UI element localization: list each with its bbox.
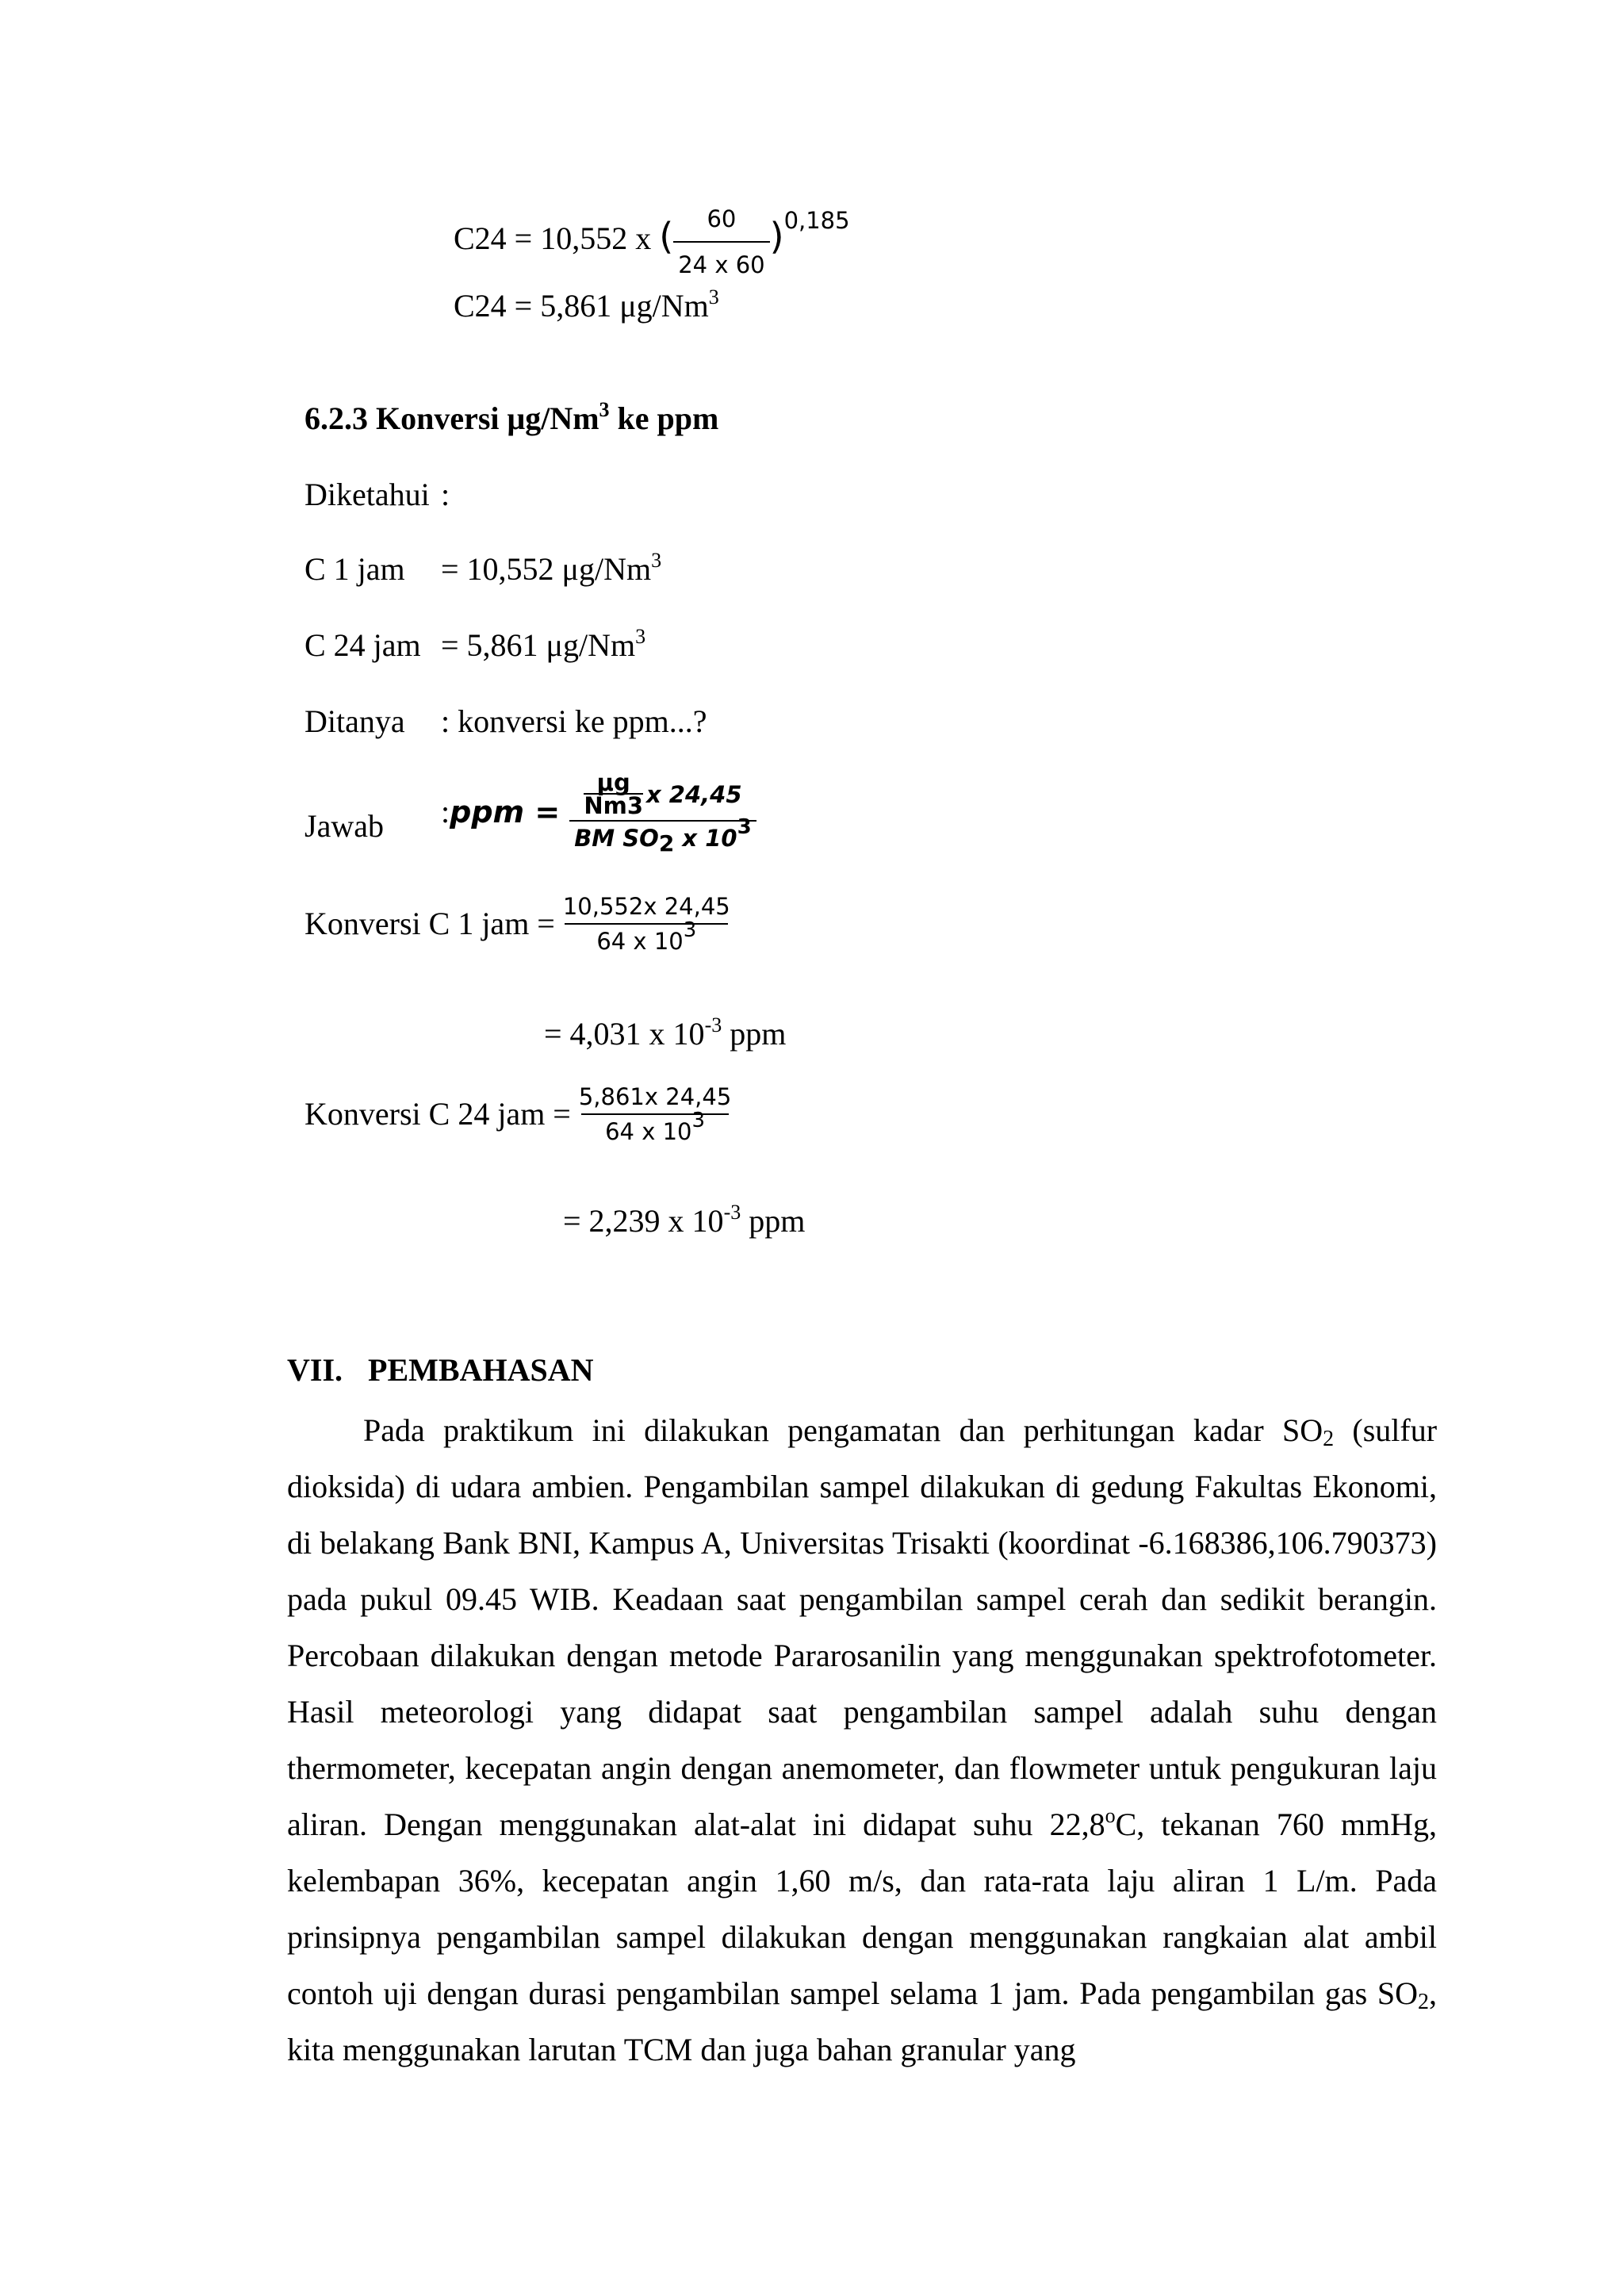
answer-lhs: ppm = [450, 795, 561, 829]
given-row-c24-sup: 3 [635, 625, 646, 648]
section-623-title-sup: 3 [599, 398, 610, 421]
conversion-c24-label: Konversi C 24 jam = [304, 1096, 571, 1132]
c24-formula [454, 200, 850, 284]
given-row-c1-sup: 3 [651, 549, 662, 572]
c24-result-text: C24 = 5,861 μg/Nm [454, 288, 709, 324]
answer-formula [441, 769, 756, 856]
discussion-part-1: Pada praktikum ini dilakukan pengamatan dan perhitungan kadar SO [363, 1412, 1323, 1448]
conversion-c1-denominator [565, 918, 728, 955]
close-paren: ) [769, 215, 784, 259]
c24-formula-lhs: C24 = 10,552 x [454, 220, 652, 257]
discussion-sub-1: 2 [1323, 1427, 1335, 1451]
asked-label: Ditanya [304, 703, 405, 739]
given-colon: : [441, 477, 450, 512]
answer-denominator [569, 815, 756, 856]
given-row-c24-value [441, 626, 645, 665]
section-623-title-text: 6.2.3 Konversi μg/Nm [304, 400, 599, 436]
conversion-c24-result-unit: ppm [741, 1203, 806, 1239]
asked-value: : konversi ke ppm...? [441, 703, 707, 739]
conversion-c1-fraction [558, 893, 735, 955]
answer-inner-bottom: Nm3 [584, 792, 643, 819]
answer-den-sup: 3 [737, 815, 752, 839]
conversion-c1-den-main: 64 x 10 [596, 928, 684, 955]
section-623-title [304, 400, 718, 438]
given-label: Diketahui [304, 477, 430, 512]
given-row-c1-value [441, 550, 661, 588]
conversion-c24-result-text: = 2,239 x 10 [563, 1203, 724, 1239]
discussion-part-3: C, tekanan 760 mmHg, kelembapan 36%, kecepatan angin 1,60 m/s, dan rata-rata laju aliran 1 L/m. Pada prinsipnya pengambilan sampel dilakukan dengan menggunakan rangkaian alat ambil contoh uji dengan durasi pengambilan sampel selama 1 jam. Pada pengambilan gas SO [287, 1806, 1437, 2011]
c24-fraction [673, 200, 769, 284]
answer-prefix: : [441, 794, 450, 829]
conversion-c1-numerator: 10,552x 24,45 [562, 893, 730, 920]
given-row-c24-label: C 24 jam [304, 627, 421, 663]
answer-fraction [569, 769, 756, 856]
section-vii-heading [287, 1351, 593, 1389]
conversion-c24-result-sup: -3 [723, 1201, 741, 1224]
section-vii-number: VII. [287, 1352, 343, 1388]
answer-inner-top: μg [596, 769, 630, 796]
conversion-c24-numerator: 5,861x 24,45 [578, 1083, 732, 1110]
answer-label: Jawab [304, 808, 384, 844]
c24-result [454, 287, 719, 325]
section-623-title-tail: ke ppm [609, 400, 719, 436]
c24-denominator: 24 x 60 [673, 241, 769, 284]
conversion-c1-result-unit: ppm [722, 1016, 787, 1052]
given-row-c1-label: C 1 jam [304, 551, 405, 587]
conversion-c24-fraction [574, 1083, 736, 1145]
given-row-c24-value-text: = 5,861 μg/Nm [441, 627, 636, 663]
conversion-c1-result [544, 1015, 786, 1053]
answer-num-tail: x 24,45 [646, 781, 742, 808]
answer-inner-fraction [584, 769, 643, 819]
conversion-c1-den-sup: 3 [683, 918, 697, 942]
discussion-part-4: , kita menggunakan larutan TCM dan juga bahan granular yang [287, 1975, 1437, 2067]
discussion-part-2: (sulfur dioksida) di udara ambien. Pengambilan sampel dilakukan di gedung Fakultas Ekonomi, di belakang Bank BNI, Kampus A, Universitas Trisakti (koordinat -6.168386,106.790373) pada pukul 09.45 WIB. Keadaan saat pengambilan sampel cerah dan sedikit berangin. Percobaan dilakukan dengan metode Pararosanilin yang menggunakan spektrofotometer. Hasil meteorologi yang didapat saat pengambilan sampel adalah suhu dengan thermometer, kecepatan angin dengan anemometer, dan flowmeter untuk pengukuran laju aliran. Dengan menggunakan alat-alat ini didapat suhu 22,8 [287, 1412, 1438, 1842]
section-vii-title: PEMBAHASAN [368, 1352, 594, 1388]
conversion-c1-label: Konversi C 1 jam = [304, 906, 555, 941]
conversion-c24-den-sup: 3 [691, 1109, 706, 1132]
conversion-c24-denominator [581, 1109, 729, 1145]
conversion-c24 [304, 1083, 736, 1145]
open-paren: ( [659, 215, 674, 259]
conversion-c1-result-sup: -3 [704, 1013, 722, 1036]
answer-den-main: BM SO [574, 825, 659, 852]
conversion-c1 [304, 893, 735, 955]
discussion-degree-sup: o [1105, 1804, 1116, 1827]
conversion-c24-den-main: 64 x 10 [605, 1118, 692, 1145]
conversion-c1-result-text: = 4,031 x 10 [544, 1016, 705, 1052]
conversion-c24-result [563, 1202, 805, 1240]
answer-den-tail: x 10 [674, 825, 737, 852]
given-row-c1-value-text: = 10,552 μg/Nm [441, 551, 652, 587]
answer-numerator [579, 769, 746, 820]
discussion-sub-2: 2 [1418, 1990, 1429, 2014]
c24-result-sup: 3 [708, 285, 719, 308]
c24-exponent: 0,185 [783, 207, 850, 235]
discussion-paragraph [287, 1402, 1437, 2078]
answer-den-sub: 2 [658, 830, 675, 856]
c24-numerator: 60 [707, 205, 737, 232]
